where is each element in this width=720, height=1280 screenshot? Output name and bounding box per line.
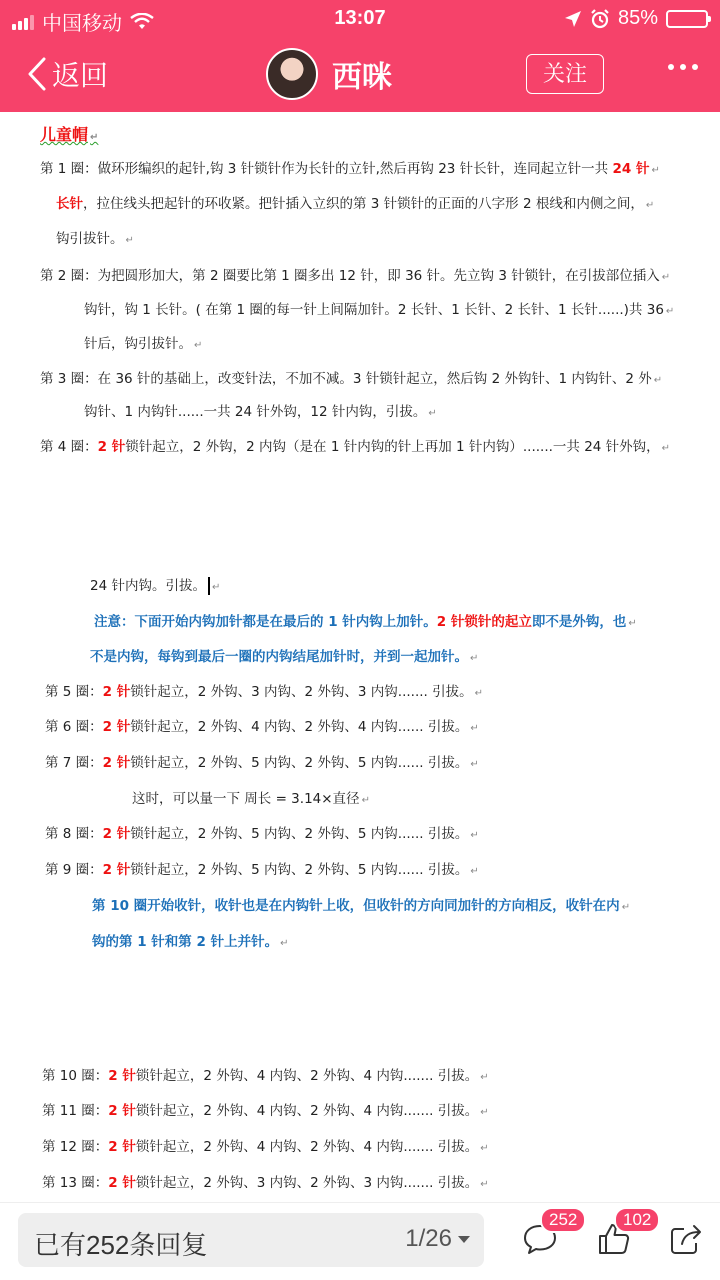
bottom-bar — [0, 1202, 720, 1280]
doc-text: 锁针起立，2 外钩、5 内钩、2 外钩、5 内钩...... 引拔。 — [130, 862, 469, 878]
note-text: 钩的第 1 针和第 2 针上并针。 — [92, 934, 279, 950]
alarm-icon — [590, 9, 610, 29]
doc-text: 钩引拔针。 — [56, 231, 124, 247]
doc-line — [94, 610, 637, 630]
more-options-icon[interactable] — [668, 64, 698, 70]
doc-text: 锁针起立，2 外钩、3 内钩、2 外钩、3 内钩....... 引拔。 — [135, 1175, 479, 1191]
doc-text: 锁针起立，2 外钩、5 内钩、2 外钩、5 内钩...... 引拔。 — [130, 826, 469, 842]
doc-text: 钩针，钩 1 长针。( 在第 1 圈的每一针上间隔加针。2 长针、1 长针、2 长针、1 长针......)共 36 — [84, 302, 664, 318]
doc-line — [90, 645, 478, 665]
paragraph-mark-icon: ↵ — [665, 306, 675, 317]
paragraph-mark-icon: ↵ — [428, 408, 437, 419]
paragraph-mark-icon: ↵ — [653, 375, 663, 386]
highlight-text: 2 针 — [108, 1139, 136, 1155]
doc-line — [42, 1064, 489, 1084]
highlight-text: 2 针 — [108, 1068, 136, 1084]
doc-line — [45, 858, 479, 878]
doc-text: 这时，可以量一下 周长 = 3.14×直径 — [132, 791, 360, 807]
highlight-text: 2 针锁针的起立 — [436, 614, 532, 630]
carrier-name: 中国移动 — [42, 13, 122, 35]
battery-percent: 85% — [617, 7, 658, 29]
paragraph-mark-icon: ↵ — [211, 582, 221, 593]
doc-line — [84, 298, 674, 318]
paragraph-mark-icon: ↵ — [361, 795, 370, 806]
highlight-text: 2 针 — [102, 719, 131, 735]
doc-title: 儿童帽 ↵ — [40, 125, 99, 144]
paragraph-mark-icon: ↵ — [621, 902, 631, 913]
highlight-text: 2 针 — [102, 755, 131, 771]
highlight-text: 2 针 — [108, 1175, 136, 1191]
doc-line — [45, 751, 479, 771]
doc-text: 针后，钩引拔针。 — [84, 336, 192, 352]
doc-line — [84, 332, 202, 352]
chevron-left-icon — [26, 56, 48, 92]
battery-icon — [666, 10, 708, 28]
doc-line — [42, 1171, 489, 1191]
back-label: 返回 — [52, 60, 109, 91]
doc-line — [40, 435, 670, 455]
paragraph-mark-icon: ↵ — [280, 938, 289, 949]
paragraph-mark-icon: ↵ — [470, 653, 479, 664]
doc-text: ，拉住线头把起针的环收紧。把针插入立织的第 3 针锁针的正面的八字形 2 根线和内侧之间， — [83, 196, 644, 212]
paragraph-mark-icon: ↵ — [470, 830, 479, 841]
reply-input[interactable] — [18, 1213, 484, 1267]
paragraph-mark-icon: ↵ — [651, 165, 660, 176]
avatar[interactable] — [266, 48, 318, 100]
doc-text: 第 4 圈： — [40, 439, 98, 455]
doc-text: 24 针内钩。引拔。 — [90, 578, 206, 594]
share-button[interactable] — [668, 1221, 704, 1262]
like-count-badge: 102 — [614, 1207, 660, 1233]
note-text: 注意：下面开始内钩加针都是在最后的 1 针内钩上加针。 — [94, 614, 437, 630]
reply-count-text: 已有252条回复 — [34, 1230, 208, 1260]
doc-text: 第 7 圈： — [45, 755, 103, 771]
doc-text: 第 12 圈： — [42, 1139, 109, 1155]
doc-line — [45, 715, 479, 735]
text-cursor — [208, 577, 210, 595]
share-icon — [668, 1221, 704, 1257]
doc-text: 第 6 圈： — [45, 719, 103, 735]
location-arrow-icon — [564, 10, 582, 28]
nav-bar — [0, 40, 720, 112]
doc-text: 第 9 圈： — [45, 862, 103, 878]
paragraph-mark-icon: ↵ — [480, 1107, 489, 1118]
highlight-text: 2 针 — [102, 862, 131, 878]
document-image — [0, 112, 720, 1202]
paragraph-mark-icon: ↵ — [480, 1143, 489, 1154]
doc-text: 锁针起立，2 外钩，2 内钩（是在 1 针内钩的针上再加 1 针内钩）.......一共 24 针外钩， — [125, 439, 660, 455]
doc-text: 锁针起立，2 外钩、3 内钩、2 外钩、3 内钩....... 引拔。 — [130, 684, 473, 700]
doc-line — [45, 822, 479, 842]
paragraph-mark-icon: ↵ — [661, 272, 671, 283]
clock: 13:07 — [334, 7, 386, 29]
back-button[interactable] — [26, 54, 108, 94]
doc-text: 第 2 圈：为把圆形加大，第 2 圈要比第 1 圈多出 12 针，即 36 针。先立钩 3 针锁针，在引拔部位插入 — [40, 268, 660, 284]
follow-button[interactable]: 关注 — [526, 54, 604, 94]
paragraph-mark-icon: ↵ — [470, 723, 479, 734]
page-indicator[interactable]: 1/26 — [405, 1225, 470, 1253]
paragraph-mark-icon: ↵ — [661, 443, 671, 454]
comment-count-badge: 252 — [540, 1207, 586, 1233]
doc-text: 第 13 圈： — [42, 1175, 109, 1191]
doc-line — [40, 264, 670, 284]
note-text: 即不是外钩，也 — [531, 614, 627, 630]
doc-line — [56, 227, 134, 247]
highlight-text: 24 针 — [612, 161, 650, 177]
doc-text: 锁针起立，2 外钩、4 内钩、2 外钩、4 内钩....... 引拔。 — [135, 1103, 479, 1119]
paragraph-mark-icon: ↵ — [645, 200, 655, 211]
note-text: 第 10 圈开始收针，收针也是在内钩针上收，但收针的方向同加针的方向相反，收针在内 — [92, 898, 620, 914]
doc-text: 锁针起立，2 外钩、5 内钩、2 外钩、5 内钩...... 引拔。 — [130, 755, 469, 771]
doc-line — [84, 400, 437, 420]
doc-text: 第 3 圈：在 36 针的基础上，改变针法，不加不减。3 针锁针起立，然后钩 2 外钩针、1 内钩针、2 外 — [40, 371, 652, 387]
comment-button[interactable] — [522, 1210, 578, 1262]
doc-line — [42, 1135, 489, 1155]
paragraph-mark-icon: ↵ — [474, 688, 484, 699]
highlight-text: 2 针 — [102, 826, 131, 842]
doc-line — [40, 367, 662, 387]
paragraph-mark-icon: ↵ — [194, 340, 203, 351]
highlight-text: 2 针 — [108, 1103, 136, 1119]
doc-line — [92, 894, 630, 914]
doc-line — [42, 1099, 489, 1119]
doc-text: 第 10 圈： — [42, 1068, 109, 1084]
note-text: 不是内钩，每钩到最后一圈的内钩结尾加针时，并到一起加针。 — [90, 649, 468, 665]
paragraph-mark-icon: ↵ — [480, 1072, 489, 1083]
doc-line — [92, 930, 288, 950]
like-button[interactable] — [596, 1210, 652, 1262]
highlight-text: 长针 — [56, 196, 83, 212]
doc-text: 锁针起立，2 外钩、4 内钩、2 外钩、4 内钩....... 引拔。 — [135, 1068, 479, 1084]
paragraph-mark-icon: ↵ — [480, 1179, 489, 1190]
doc-text: 钩针、1 内钩针......一共 24 针外钩，12 针内钩，引拔。 — [84, 404, 427, 420]
highlight-text: 2 针 — [102, 684, 131, 700]
doc-line — [45, 680, 483, 700]
paragraph-mark-icon: ↵ — [470, 866, 479, 877]
doc-text: 第 8 圈： — [45, 826, 103, 842]
doc-line — [40, 157, 660, 177]
paragraph-mark-icon: ↵ — [125, 235, 134, 246]
doc-text: 锁针起立，2 外钩、4 内钩、2 外钩、4 内钩...... 引拔。 — [130, 719, 469, 735]
doc-text: 第 11 圈： — [42, 1103, 109, 1119]
doc-text: 第 5 圈： — [45, 684, 103, 700]
doc-text: 锁针起立，2 外钩、4 内钩、2 外钩、4 内钩....... 引拔。 — [135, 1139, 479, 1155]
paragraph-mark-icon: ↵ — [470, 759, 479, 770]
user-profile[interactable] — [266, 48, 392, 100]
status-bar — [0, 0, 720, 40]
doc-line — [132, 787, 370, 807]
highlight-text: 2 针 — [97, 439, 126, 455]
username[interactable]: 西咪 — [332, 61, 392, 94]
doc-line — [90, 574, 220, 595]
paragraph-mark-icon: ↵ — [628, 618, 637, 629]
doc-text: 第 1 圈：做环形编织的起针,钩 3 针锁针作为长针的立针,然后再钩 23 针长针，连同起立针一共 — [40, 161, 613, 177]
doc-line — [56, 192, 654, 212]
